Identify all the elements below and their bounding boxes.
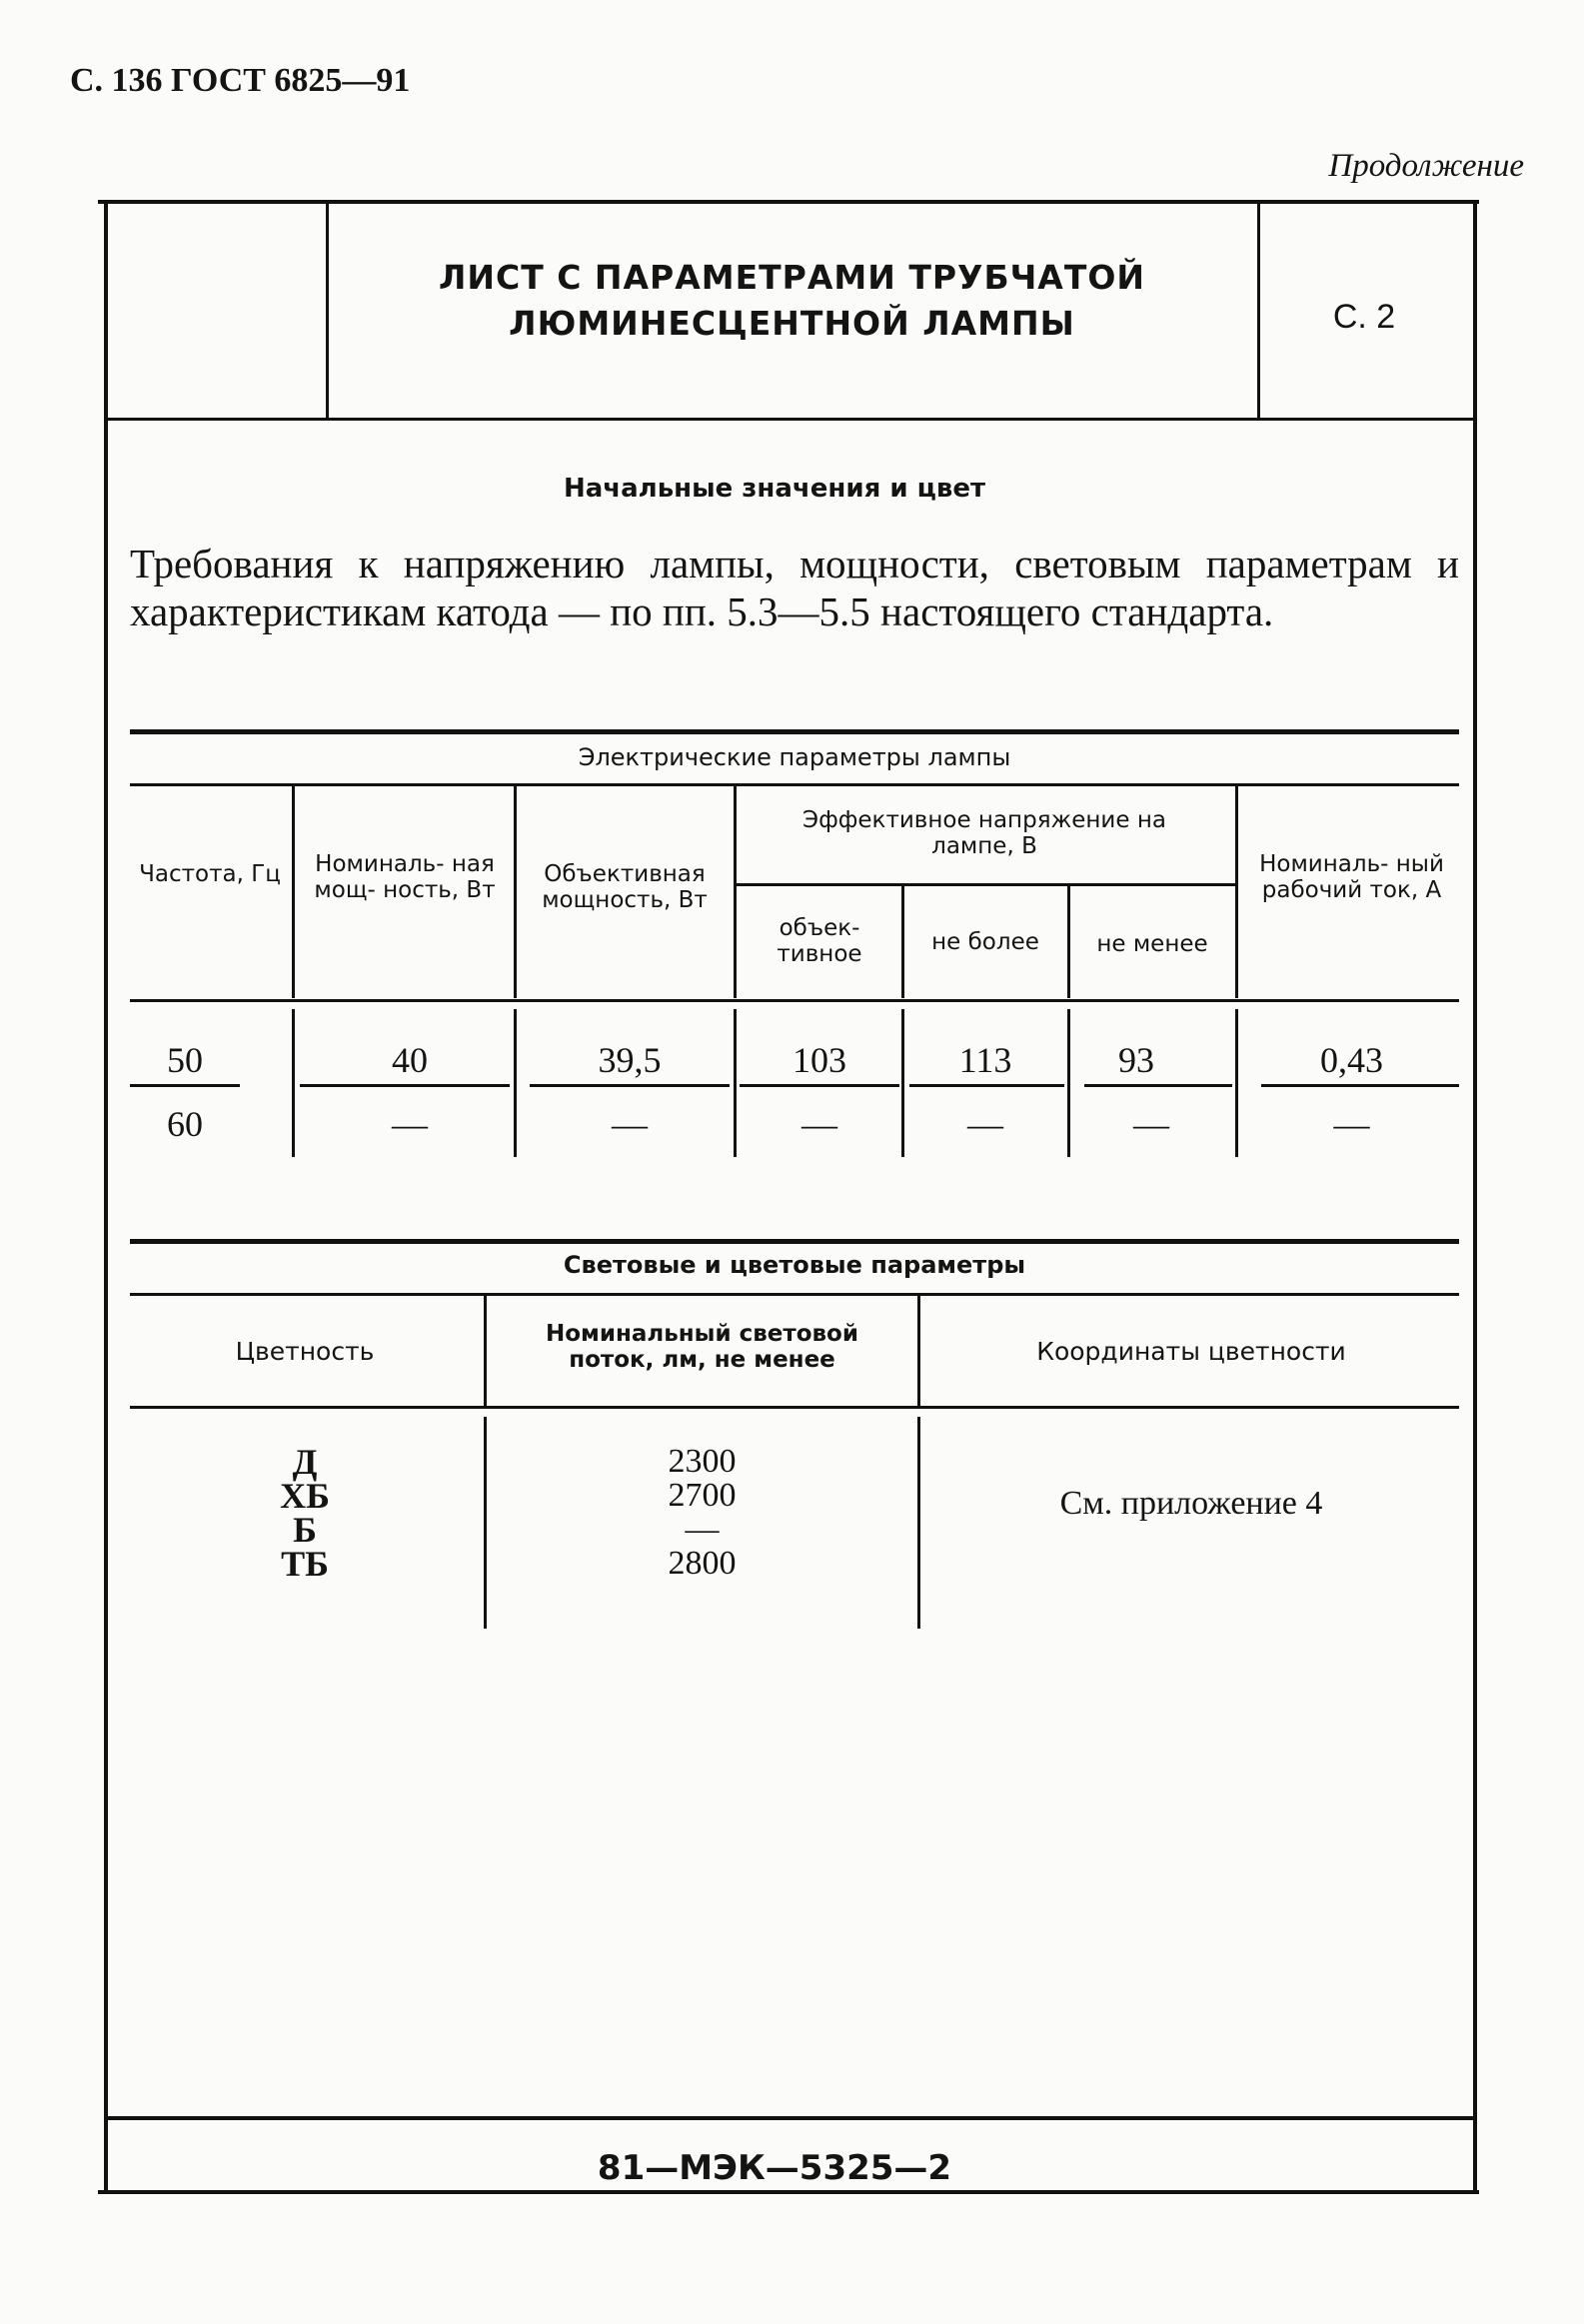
light-flux-list (490, 1445, 914, 1581)
light-color-list (130, 1442, 480, 1584)
el-row1-rule-c (530, 1084, 730, 1087)
color-item-khb: ХБ (280, 1476, 330, 1516)
el-body-divider-6 (1235, 1009, 1238, 1157)
light-header-bottom-rule (130, 1406, 1459, 1409)
electrical-table-top-rule (130, 729, 1459, 734)
light-col-divider-1 (484, 1296, 487, 1406)
page-header-ref: С. 136 ГОСТ 6825—91 (70, 62, 411, 99)
el-header-voltage-group: Эффективное напряжение на лампе, В (802, 807, 1166, 859)
color-item-tb: ТБ (281, 1544, 329, 1584)
el-row1-current: 0,43 (1320, 1040, 1383, 1080)
el-row1-objective: 103 (792, 1040, 846, 1080)
frame-title-bottom-line (104, 418, 1477, 421)
el-row1-rule-d (740, 1084, 899, 1087)
sheet-number: С. 2 (1332, 298, 1396, 336)
el-header-max: не более (931, 929, 1039, 955)
el-body-divider-2 (514, 1009, 517, 1157)
el-row2-max: — (967, 1104, 1003, 1144)
flux-item-b: — (685, 1511, 720, 1548)
light-coords-note: См. приложение 4 (1059, 1485, 1323, 1522)
el-body-divider-4 (901, 1009, 904, 1157)
el-header-objective: объек- тивное (777, 915, 862, 967)
flux-item-tb: 2800 (668, 1545, 737, 1582)
el-row1-rule-f (1084, 1084, 1232, 1087)
el-row2-min: — (1133, 1104, 1169, 1144)
el-header-nominal-power: Номиналь- ная мощ- ность, Вт (314, 851, 496, 903)
frame-title-divider-left (326, 200, 329, 418)
continuation-label: Продолжение (1328, 148, 1524, 184)
el-col-divider-6 (1235, 786, 1238, 998)
el-header-objective-power: Объективная мощность, Вт (542, 861, 708, 913)
frame-title-divider-right (1257, 200, 1260, 418)
light-table-top-rule (130, 1239, 1459, 1244)
frame-bottom-line (98, 2190, 1479, 2194)
light-table-caption: Световые и цветовые параметры (563, 1251, 1026, 1279)
light-body-divider-1 (484, 1417, 487, 1629)
requirements-paragraph: Требования к напряжению лампы, мощности, световым параметрам и характеристикам катода — по пп. 5.3—5.5 настоящего стандарта. (130, 541, 1459, 634)
electrical-caption-rule (130, 783, 1459, 786)
el-row2-frequency: 60 (167, 1104, 203, 1144)
document-title-line2: ЛЮМИНЕСЦЕНТНОЙ ЛАМПЫ (509, 304, 1075, 343)
el-col-divider-4 (901, 885, 904, 998)
el-row1-nominal-power: 40 (392, 1040, 428, 1080)
el-row1-rule-a (130, 1084, 240, 1087)
el-col-divider-1 (292, 786, 295, 998)
el-row1-rule-e (909, 1084, 1064, 1087)
light-caption-rule (130, 1293, 1459, 1296)
frame-top-line (98, 200, 1479, 204)
el-row1-rule-g (1261, 1084, 1459, 1087)
initial-values-heading: Начальные значения и цвет (563, 474, 986, 504)
el-row2-current: — (1333, 1104, 1370, 1144)
el-row1-max: 113 (958, 1040, 1012, 1080)
el-header-bottom-rule (130, 999, 1459, 1002)
light-body-divider-2 (917, 1417, 920, 1629)
el-row1-rule-b (300, 1084, 510, 1087)
light-header-flux: Номинальный световой поток, лм, не менее (546, 1321, 858, 1373)
light-col-divider-2 (917, 1296, 920, 1406)
color-item-b: Б (293, 1510, 317, 1550)
el-row2-objective: — (801, 1104, 837, 1144)
el-col-divider-3 (734, 786, 737, 998)
el-row1-min: 93 (1118, 1040, 1154, 1080)
el-col-divider-2 (514, 786, 517, 998)
el-voltage-subrule (736, 883, 1235, 886)
color-item-d: Д (292, 1442, 318, 1482)
document-title (330, 255, 1254, 347)
frame-footer-top-line (104, 2116, 1477, 2120)
el-header-current: Номиналь- ный рабочий ток, А (1259, 851, 1444, 903)
el-body-divider-5 (1067, 1009, 1070, 1157)
el-row1-objective-power: 39,5 (598, 1040, 662, 1080)
document-title-line1: ЛИСТ С ПАРАМЕТРАМИ ТРУБЧАТОЙ (438, 258, 1146, 297)
electrical-table-caption: Электрические параметры лампы (578, 743, 1011, 771)
frame-right-line (1473, 200, 1477, 2190)
flux-item-d: 2300 (668, 1443, 737, 1480)
el-col-divider-5 (1067, 885, 1070, 998)
flux-item-khb: 2700 (668, 1477, 737, 1514)
el-header-frequency: Частота, Гц (139, 861, 281, 887)
el-body-divider-1 (292, 1009, 295, 1157)
el-body-divider-3 (734, 1009, 737, 1157)
footer-code: 81—МЭК—5325—2 (597, 2148, 952, 2188)
light-header-color: Цветность (235, 1337, 375, 1366)
el-row2-objective-power: — (612, 1104, 648, 1144)
el-row2-nominal-power: — (392, 1104, 428, 1144)
light-header-coords: Координаты цветности (1036, 1337, 1346, 1366)
frame-left-line (104, 200, 108, 2190)
el-row1-frequency: 50 (167, 1040, 203, 1080)
el-header-min: не менее (1096, 931, 1208, 957)
